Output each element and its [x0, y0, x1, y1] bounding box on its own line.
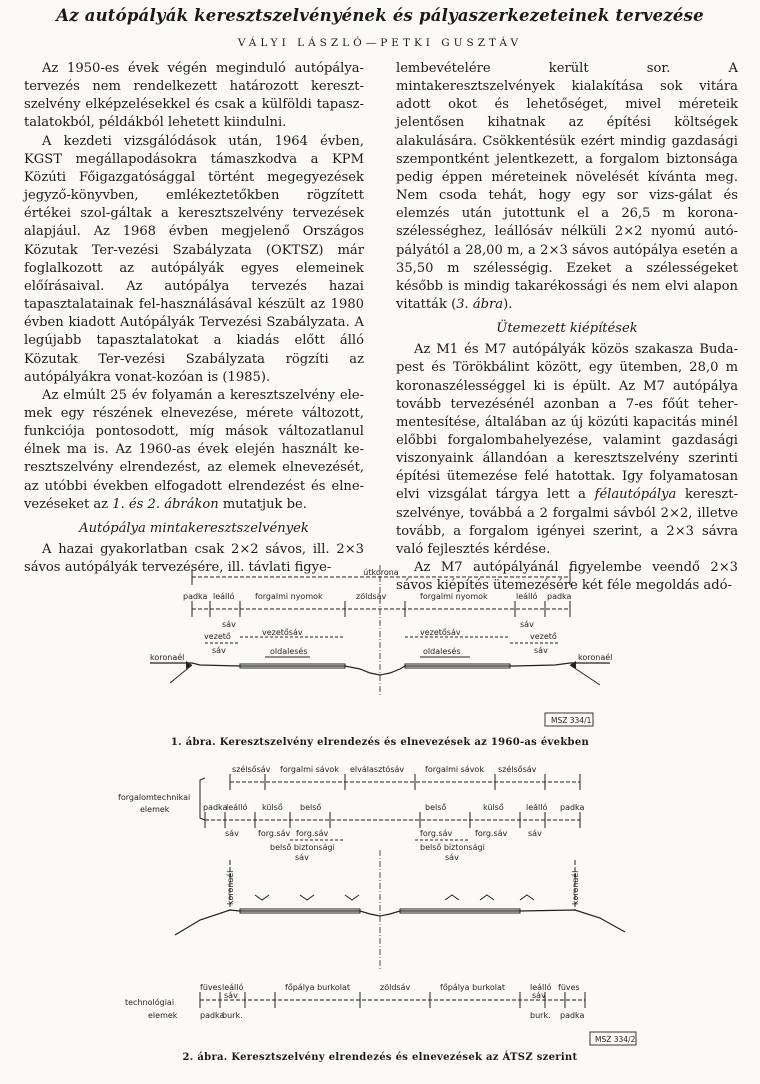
label-leallo-right: leálló: [516, 592, 538, 601]
section-heading: Ütemezett kiépítések: [496, 321, 638, 337]
emphasis: félautópálya: [594, 487, 677, 503]
label-sav-bottom-left: sáv: [224, 991, 238, 1000]
label-leallo-left: leálló: [213, 592, 235, 601]
label-fopalya-burkolat-left: főpálya burkolat: [285, 983, 351, 992]
label-vezeto-right: vezető: [530, 632, 557, 641]
label-padka-left: padka: [203, 803, 228, 812]
label-forgsav-right-2: forg.sáv: [475, 829, 508, 838]
label-sav-right: sáv: [528, 829, 542, 838]
left-column: [24, 60, 364, 577]
article-authors: VÁLYI LÁSZLÓ—PETKI GUSZTÁV: [237, 37, 523, 49]
label-padka-bottom-left: padka: [200, 1011, 225, 1020]
label-fopalya-burkolat-right: főpálya burkolat: [440, 983, 506, 992]
label-elvalasztosav: elválasztósáv: [350, 765, 405, 774]
label-sav-vezeto-right: sáv: [534, 646, 548, 655]
figure-2-ref-box: MSZ 334/2: [595, 1035, 636, 1044]
figure-1: [0, 565, 760, 735]
paragraph-text: kereszt-szelvénye, továbbá a 2 forgalmi sávból 2×2, illetve tovább, a forgalom igényei szerint, a 2×3 sávra való fejlesztés kérdése.: [396, 487, 738, 557]
paragraph: A kezdeti vizsgálódások után, 1964 évben, KGST megállapodásokra támaszkodva a KPM Közúti Főigazgatósággal történt megegyezések jegyző-könyvben, emlékeztetőkben rögzített értékei szol-gáltak a keresztszelvény tervezések alapjául. Az 1968 évben megjelenő Országos Közutak Ter-vezési Szabályzata (OKTSZ) már foglalkozott az autópályák egyes elemeinek előírásaival. Az autópálya tervezés hazai tapasztalatainak fel-használásával készült az 1980 évben kiadott Autópályák Tervezési Szabályzata. A legújabb tapasztalatokat a kiadás előtt álló Közutak Ter-vezési Szabályzata rögzíti az autópályákra vonat-kozóan is (1985).: [24, 133, 364, 385]
label-forgalmi-savok-right: forgalmi sávok: [425, 765, 484, 774]
label-vezetosav-right: vezetősáv: [420, 628, 461, 637]
label-fuves-left: füves: [200, 983, 222, 992]
label-padka-right: padka: [547, 592, 572, 601]
paragraph: [24, 387, 364, 514]
label-leallo-bottom-left: leálló: [222, 983, 244, 992]
figure-1-caption: 1. ábra. Keresztszelvény elrendezés és elnevezések az 1960-as években: [170, 737, 590, 748]
label-zoldsav: zöldsáv: [356, 592, 387, 601]
label-elemek-bottom: elemek: [148, 1011, 178, 1020]
label-szelsosav-right: szélsősáv: [498, 765, 537, 774]
label-sav-left: sáv: [225, 829, 239, 838]
label-fuves-right: füves: [558, 983, 580, 992]
paragraph: Az M7 autópályánál figyelembe veendő 2×3 sávos kiépítés ütemezésére két féle megoldás adó-: [396, 560, 738, 594]
figure-1-diagram: [0, 565, 760, 735]
label-vezetosav-left: vezetősáv: [262, 628, 303, 637]
label-sav-biztonsagi-right: sáv: [445, 853, 459, 862]
label-sav-bottom-right: sáv: [532, 991, 546, 1000]
label-koronael-right: koronaél: [571, 870, 580, 905]
label-forgalmi-savok-left: forgalmi sávok: [280, 765, 339, 774]
label-szelsosav-left: szélsősáv: [232, 765, 271, 774]
label-oldaleses-right: oldalesés: [423, 647, 461, 656]
label-leallo-left: leálló: [226, 803, 248, 812]
label-vezeto-left: vezető: [204, 632, 231, 641]
figure-2-caption: 2. ábra. Keresztszelvény elrendezés és elnevezések az ÁTSZ szerint: [182, 1052, 578, 1063]
label-forgalmi-nyomok-left: forgalmi nyomok: [255, 592, 323, 601]
paragraph-text: Az M1 és M7 autópályák közös szakasza Buda-pest és Törökbálint között, egy ütemben, 28,0 m koronaszélességgel ki is épült. Az M7 autópálya tovább tervezésénél azonban a 7-es főút teher-mentesítése, általában az új közúti kapacitás minél előbbi forgalombahelyezése, valamint gazdasági viszonyaink állandóan a keresztszelvény szerinti építési ütemezése felé hatottak. Igy folyamatosan elvi vizsgálat tárgya lett a: [396, 342, 738, 503]
label-elemek-top: elemek: [140, 805, 170, 814]
label-burk-left: burk.: [222, 1011, 243, 1020]
label-belso-left: belső: [300, 803, 322, 812]
label-sav-right: sáv: [520, 620, 534, 629]
figure-2-diagram: [0, 760, 760, 1050]
label-padka-bottom-right: padka: [560, 1011, 585, 1020]
figure-reference: 3. ábra: [456, 297, 504, 313]
label-belso-right: belső: [425, 803, 447, 812]
label-koronael-right: koronaél: [578, 653, 613, 662]
label-oldaleses-left: oldalesés: [270, 647, 308, 656]
label-forgalomtechnikai: forgalomtechnikai: [118, 793, 191, 802]
label-forgalmi-nyomok-right: forgalmi nyomok: [420, 592, 488, 601]
paragraph-text: Az elmúlt 25 év folyamán a keresztszelvény ele-mek egy részének elnevezése, mérete változott, funkciója pontosodott, míg mások változatlanul élnek ma is. Az 1960-as évek elején használt ke-resztszelvény elrendezést, az elemek elnevezését, az utóbbi években elfogadott elrendezést és elne-vezéseket az: [24, 387, 364, 512]
label-sav-biztonsagi-left: sáv: [295, 853, 309, 862]
label-forgsav-left-1: forg.sáv: [258, 829, 291, 838]
label-koronael-left: koronaél: [150, 653, 185, 662]
label-sav-vezeto-left: sáv: [212, 646, 226, 655]
label-padka-right: padka: [560, 803, 585, 812]
label-forgsav-left-2: forg.sáv: [296, 829, 329, 838]
figure-1-ref-box: MSZ 334/1: [551, 716, 592, 725]
label-leallo-right: leálló: [526, 803, 548, 812]
right-column: [396, 60, 738, 595]
paragraph-text: ).: [503, 297, 513, 313]
paragraph-text: lembevételére került sor. A mintakeresztszelvények kialakítása sok vitára adott okot és lehetőséget, mivel méreteik jelentősen kihatnak az építési költségek alakulására. Csökkentésük ezért mindig gazdasági szempontként jelentkezett, a forgalom biztonsága pedig éppen méreteinek növelését kívánta meg. Nem csoda tehát, hogy egy sor vizs-gálat és elemzés után jutottunk el a 26,5 m korona-szélességhez, leállósáv nélküli 2×2 nyomú autó-pályától a 28,00 m, a 2×3 sávos autópálya esetén a 35,50 m szélességig. Ezeket a szélességeket később is mindig takarékossági és nem elvi alapon vitatták (: [396, 61, 738, 313]
figure-2: [0, 760, 760, 1050]
paragraph: Az 1950-es évek végén meginduló autópálya-tervezés nem rendelkezett határozott kereszt-szelvény elképzelésekkel és csak a külföldi tapasz-talatokból, példákból lehetett kiindulni.: [24, 61, 364, 131]
label-belso-biztonsagi-right: belső biztonsági: [420, 843, 485, 852]
paragraph: [396, 341, 738, 559]
paragraph: A hazai gyakorlatban csak 2×2 sávos, ill. 2×3 sávos autópályák tervezésére, ill. távlati figye-: [24, 541, 364, 576]
section-heading: Autópálya mintakeresztszelvények: [79, 520, 309, 536]
label-technologiai: technológiai: [125, 998, 175, 1007]
label-kulso-right: külső: [483, 803, 504, 812]
label-forgsav-right-1: forg.sáv: [420, 829, 453, 838]
label-kulso-left: külső: [262, 803, 283, 812]
label-zoldsav: zöldsáv: [380, 983, 411, 992]
label-belso-biztonsagi-left: belső biztonsági: [270, 843, 335, 852]
label-utkorona: útkorona: [363, 568, 399, 577]
label-burk-right: burk.: [530, 1011, 551, 1020]
paragraph-text: mutatjuk be.: [222, 496, 307, 512]
article-title: Az autópályák keresztszelvényének és pályaszerkezeteinek tervezése: [56, 6, 704, 25]
label-sav-left: sáv: [222, 620, 236, 629]
label-padka-left: padka: [183, 592, 208, 601]
figure-reference: 1. és 2. ábrákon: [112, 496, 219, 512]
paragraph: [396, 60, 738, 314]
label-koronael-left: koronaél: [226, 870, 235, 905]
label-leallo-bottom-right: leálló: [530, 983, 552, 992]
